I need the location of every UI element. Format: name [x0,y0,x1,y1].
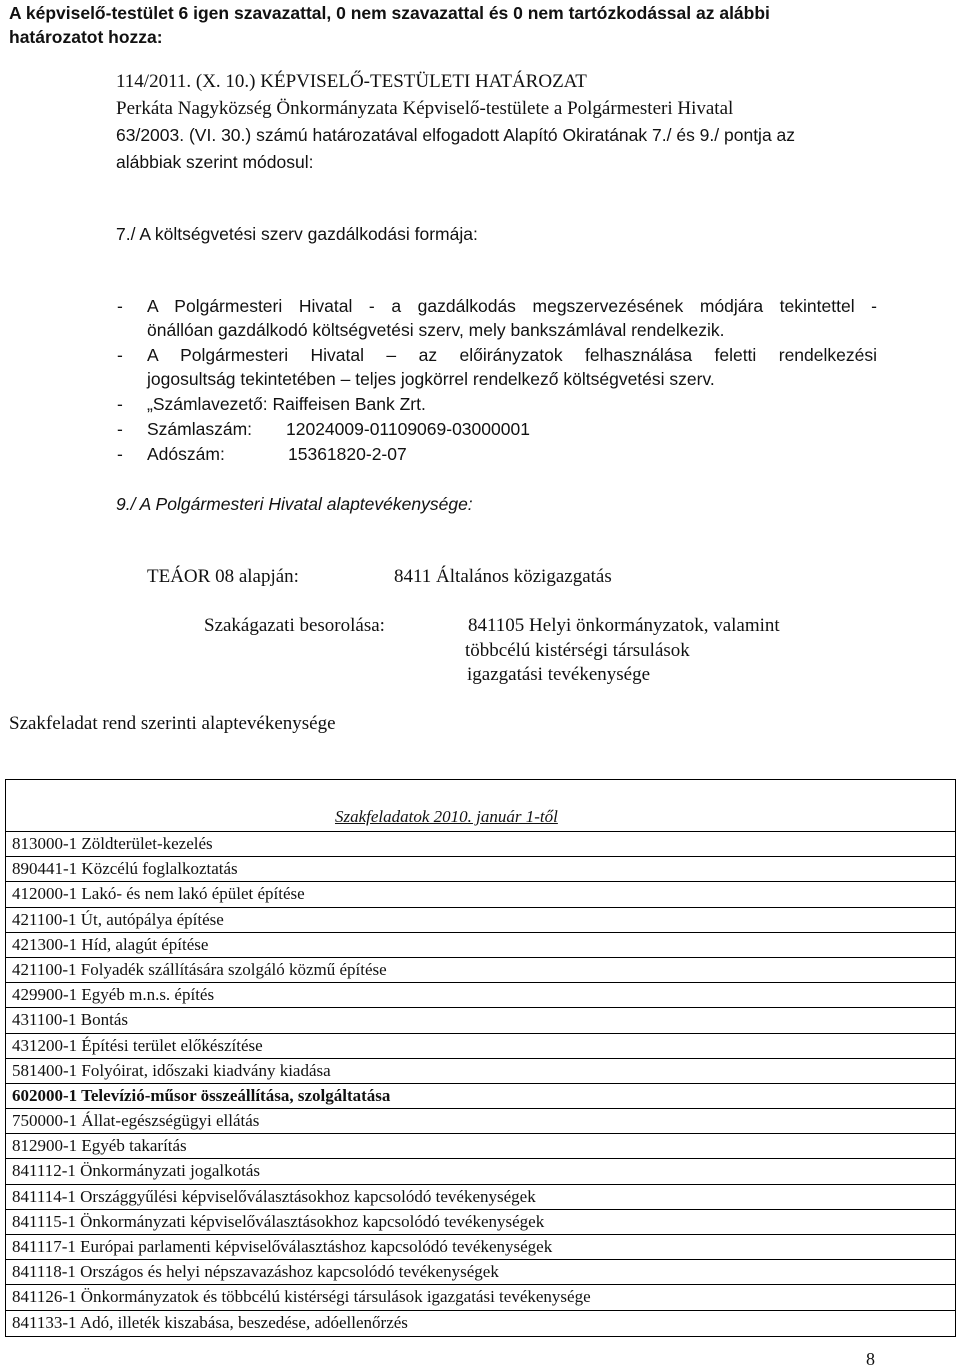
szakfeladat-table [5,779,956,1337]
bullet-dash: - [117,419,123,439]
bullet-dash: - [117,394,123,414]
resolution-title: 114/2011. (X. 10.) KÉPVISELŐ-TESTÜLETI HATÁROZAT [116,71,587,92]
table-row: 421300-1 Híd, alagút építése [6,933,955,958]
table-row: 602000-1 Televízió-műsor összeállítása, szolgáltatása [6,1084,955,1109]
table-row: 812900-1 Egyéb takarítás [6,1134,955,1159]
table-row: 412000-1 Lakó- és nem lakó épület építése [6,882,955,907]
table-row: 750000-1 Állat-egészségügyi ellátás [6,1109,955,1134]
table-row: 813000-1 Zöldterület-kezelés [6,832,955,857]
table-row: 431200-1 Építési terület előkészítése [6,1034,955,1059]
intro-line-2: határozatot hozza: [9,27,163,47]
section-7-item-1-line-1: A Polgármesteri Hivatal - a gazdálkodás megszervezésének módjára tekintettel - [147,296,877,316]
page-number: 8 [866,1349,875,1369]
section-7-tax-number-label: Adószám: [147,444,225,464]
table-row: 429900-1 Egyéb m.n.s. építés [6,983,955,1008]
section-7-account-number: 12024009-01109069-03000001 [286,419,530,439]
table-row: 841117-1 Európai parlamenti képviselőválasztáshoz kapcsolódó tevékenységek [6,1235,955,1260]
table-row: 841133-1 Adó, illeték kiszabása, beszedése, adóellenőrzés [12,1312,408,1332]
section-7-item-2-line-2: jogosultság tekintetében – teljes jogkörrel rendelkező költségvetési szerv. [147,369,715,389]
szakagazati-label: Szakágazati besorolása: [204,615,385,636]
resolution-body-line-2: 63/2003. (VI. 30.) számú határozatával elfogadott Alapító Okiratának 7./ és 9./ pontja az [116,125,796,145]
table-row: 841114-1 Országgyűlési képviselőválasztásokhoz kapcsolódó tevékenységek [6,1185,955,1210]
section-7-account-number-label: Számlaszám: [147,419,253,439]
table-header [6,780,955,832]
table-row: 841112-1 Önkormányzati jogalkotás [6,1159,955,1184]
section-7-heading: 7./ A költségvetési szerv gazdálkodási formája: [116,224,478,244]
resolution-body-line-3: alábbiak szerint módosul: [116,152,314,172]
szakagazati-value-line-2: többcélú kistérségi társulások [465,640,690,661]
table-row: 581400-1 Folyóirat, időszaki kiadvány kiadása [6,1059,955,1084]
table-row: 841118-1 Országos és helyi népszavazáshoz kapcsolódó tevékenységek [6,1260,955,1285]
szakagazati-value-line-3: igazgatási tevékenysége [467,664,651,685]
table-rows [6,832,955,1336]
szakagazati-value-line-1: 841105 Helyi önkormányzatok, valamint [468,615,780,636]
table-row: 421100-1 Út, autópálya építése [6,908,955,933]
resolution-body-line-1: Perkáta Nagyközség Önkormányzata Képviselő-testülete a Polgármesteri Hivatal [116,98,734,119]
bullet-dash: - [117,345,123,365]
section-7-tax-number: 15361820-2-07 [288,444,407,464]
section-7-item-1-line-2: önállóan gazdálkodó költségvetési szerv, mely bankszámlával rendelkezik. [147,320,725,340]
szakfeladat-title: Szakfeladat rend szerinti alaptevékenysége [9,713,336,734]
teaor-value: 8411 Általános közigazgatás [394,566,612,587]
table-row: 841126-1 Önkormányzatok és többcélú kistérségi társulások igazgatási tevékenysége [6,1285,955,1310]
table-row: 890441-1 Közcélú foglalkoztatás [6,857,955,882]
intro-line-1: A képviselő-testület 6 igen szavazattal, 0 nem szavazattal és 0 nem tartózkodással az alábbi [9,3,770,23]
table-row: 421100-1 Folyadék szállítására szolgáló közmű építése [6,958,955,983]
table-header-label: Szakfeladatok 2010. január 1-től [335,807,558,826]
bullet-dash: - [117,296,123,316]
bullet-dash: - [117,444,123,464]
section-9-heading: 9./ A Polgármesteri Hivatal alaptevékenysége: [116,494,473,514]
teaor-label: TEÁOR 08 alapján: [147,566,299,587]
table-row: 431100-1 Bontás [6,1008,955,1033]
section-7-item-2-line-1: A Polgármesteri Hivatal – az előirányzatok felhasználása feletti rendelkezési [147,345,877,365]
section-7-account-bank: „Számlavezető: Raiffeisen Bank Zrt. [147,394,426,414]
table-row: 841115-1 Önkormányzati képviselőválasztásokhoz kapcsolódó tevékenységek [6,1210,955,1235]
